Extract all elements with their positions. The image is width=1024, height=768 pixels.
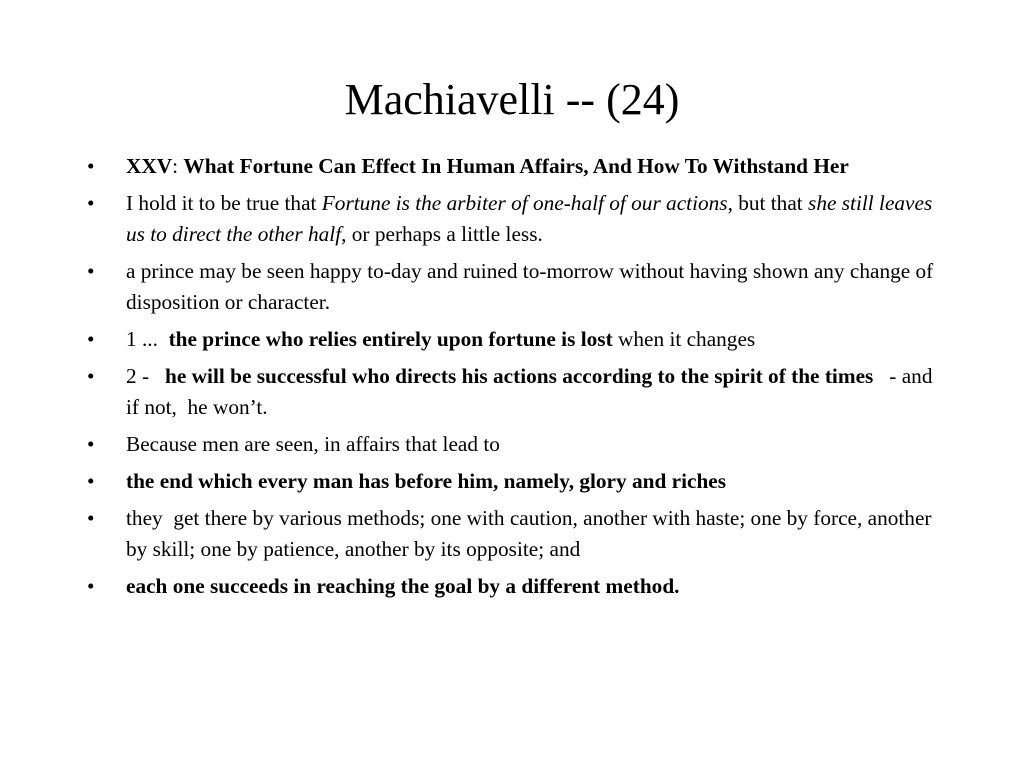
bullet-text-run: they get there by various methods; one with caution, another with haste; one by force, another by skill; one by patience, another by its opposite; and bbox=[126, 506, 937, 561]
bullet-item bbox=[87, 466, 937, 497]
bullet-item bbox=[87, 256, 937, 318]
bullet-marker: • bbox=[87, 191, 95, 215]
bullet-text-run: a prince may be seen happy to-day and ruined to-morrow without having shown any change of disposition or character. bbox=[126, 259, 939, 314]
bullet-text-run: she still leaves us to direct the other half bbox=[126, 191, 938, 246]
bullet-text-run: 1 ... bbox=[126, 327, 169, 351]
bullet-list bbox=[87, 151, 937, 608]
bullet-marker: • bbox=[87, 259, 95, 283]
bullet-item bbox=[87, 324, 937, 355]
bullet-marker: • bbox=[87, 432, 95, 456]
bullet-text-run: each one succeeds in reaching the goal by a different method. bbox=[126, 574, 680, 598]
bullet-text-run: Fortune is the arbiter of one-half of our actions bbox=[321, 191, 728, 215]
bullet-text-run: the prince who relies entirely upon fortune is lost bbox=[168, 327, 613, 351]
bullet-text-run: : bbox=[172, 154, 184, 178]
bullet-text-run: - and if not, he won’t. bbox=[126, 364, 938, 419]
bullet-text-run: 2 - bbox=[126, 364, 166, 388]
bullet-text-run: XXV bbox=[126, 154, 173, 178]
bullet-item bbox=[87, 571, 937, 602]
bullet-item bbox=[87, 503, 937, 565]
bullet-item bbox=[87, 151, 937, 182]
slide-title: Machiavelli -- (24) bbox=[344, 75, 680, 124]
bullet-text-run: , but that bbox=[727, 191, 809, 215]
bullet-text-run: What Fortune Can Effect In Human Affairs, And How To Withstand Her bbox=[183, 154, 849, 178]
bullet-item bbox=[87, 361, 937, 423]
bullet-item bbox=[87, 429, 937, 460]
bullet-marker: • bbox=[87, 574, 95, 598]
bullet-text-run: he will be successful who directs his actions according to the spirit of the times bbox=[165, 364, 874, 388]
bullet-marker: • bbox=[87, 506, 95, 530]
bullet-marker: • bbox=[87, 469, 95, 493]
bullet-text-run: I hold it to be true that bbox=[126, 191, 322, 215]
bullet-text-run: the end which every man has before him, namely, glory and riches bbox=[126, 469, 727, 493]
bullet-item bbox=[87, 188, 937, 250]
bullet-text-run: , or perhaps a little less. bbox=[341, 222, 543, 246]
bullet-text-run: Because men are seen, in affairs that lead to bbox=[126, 432, 500, 456]
bullet-marker: • bbox=[87, 364, 95, 388]
bullet-marker: • bbox=[87, 154, 95, 178]
bullet-marker: • bbox=[87, 327, 95, 351]
bullet-text-run: when it changes bbox=[612, 327, 756, 351]
